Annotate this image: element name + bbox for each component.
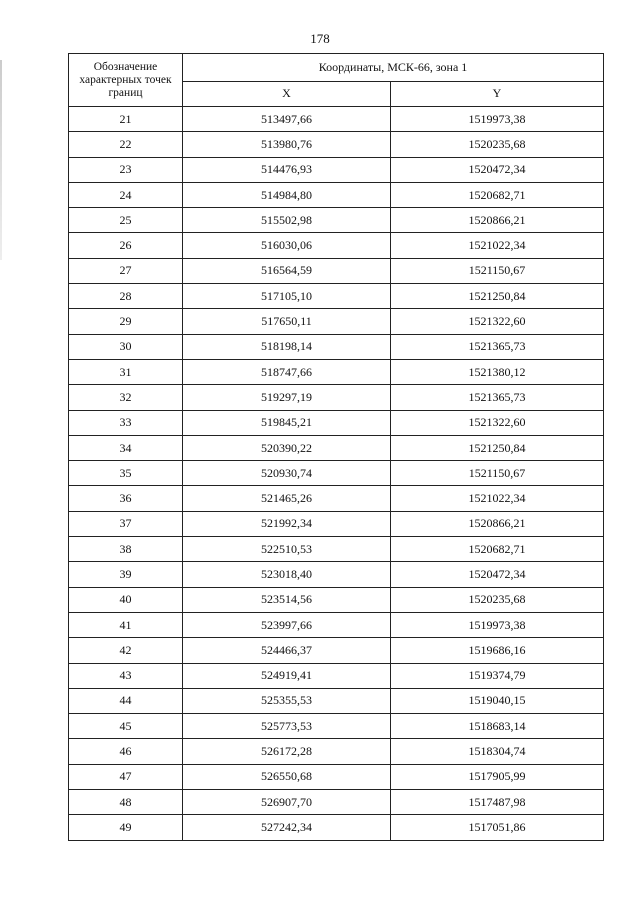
coordinates-table xyxy=(68,53,604,841)
cell-y: 1520235,68 xyxy=(391,132,604,157)
table-row xyxy=(69,157,604,182)
cell-x: 523018,40 xyxy=(183,562,391,587)
page-number: 178 xyxy=(310,31,330,46)
cell-x: 518747,66 xyxy=(183,359,391,384)
cell-x: 516564,59 xyxy=(183,258,391,283)
table-row xyxy=(69,284,604,309)
cell-x: 522510,53 xyxy=(183,537,391,562)
cell-id: 27 xyxy=(69,258,183,283)
cell-x: 520390,22 xyxy=(183,435,391,460)
cell-id: 49 xyxy=(69,815,183,840)
cell-y: 1517905,99 xyxy=(391,764,604,789)
header-designation: Обозначение характерных точек границ xyxy=(69,54,183,107)
table-row xyxy=(69,435,604,460)
cell-id: 28 xyxy=(69,284,183,309)
cell-y: 1517487,98 xyxy=(391,790,604,815)
cell-y: 1521322,60 xyxy=(391,309,604,334)
table-row xyxy=(69,233,604,258)
table-row xyxy=(69,486,604,511)
cell-id: 33 xyxy=(69,410,183,435)
cell-id: 29 xyxy=(69,309,183,334)
cell-y: 1521022,34 xyxy=(391,486,604,511)
cell-y: 1521365,73 xyxy=(391,385,604,410)
cell-x: 526550,68 xyxy=(183,764,391,789)
cell-id: 31 xyxy=(69,359,183,384)
cell-y: 1519973,38 xyxy=(391,612,604,637)
table-row xyxy=(69,107,604,132)
cell-x: 517105,10 xyxy=(183,284,391,309)
cell-id: 30 xyxy=(69,334,183,359)
cell-x: 527242,34 xyxy=(183,815,391,840)
cell-y: 1521322,60 xyxy=(391,410,604,435)
table-row xyxy=(69,587,604,612)
table-row xyxy=(69,258,604,283)
cell-y: 1520682,71 xyxy=(391,537,604,562)
table-body xyxy=(69,107,604,841)
cell-id: 34 xyxy=(69,435,183,460)
table-row xyxy=(69,815,604,840)
cell-id: 47 xyxy=(69,764,183,789)
cell-id: 23 xyxy=(69,157,183,182)
cell-id: 21 xyxy=(69,107,183,132)
table-row xyxy=(69,612,604,637)
cell-y: 1520472,34 xyxy=(391,562,604,587)
cell-y: 1519973,38 xyxy=(391,107,604,132)
cell-x: 513980,76 xyxy=(183,132,391,157)
table-row xyxy=(69,410,604,435)
header-x: X xyxy=(183,81,391,106)
table-row xyxy=(69,714,604,739)
table-row xyxy=(69,182,604,207)
cell-y: 1520235,68 xyxy=(391,587,604,612)
cell-id: 45 xyxy=(69,714,183,739)
cell-id: 42 xyxy=(69,638,183,663)
cell-x: 515502,98 xyxy=(183,208,391,233)
table-row xyxy=(69,309,604,334)
header-coordinates: Координаты, МСК-66, зона 1 xyxy=(183,54,604,82)
cell-x: 526172,28 xyxy=(183,739,391,764)
cell-id: 24 xyxy=(69,182,183,207)
cell-id: 44 xyxy=(69,688,183,713)
cell-x: 525355,53 xyxy=(183,688,391,713)
table-row xyxy=(69,663,604,688)
cell-x: 524466,37 xyxy=(183,638,391,663)
cell-id: 32 xyxy=(69,385,183,410)
cell-id: 26 xyxy=(69,233,183,258)
cell-y: 1519374,79 xyxy=(391,663,604,688)
cell-y: 1521365,73 xyxy=(391,334,604,359)
cell-id: 46 xyxy=(69,739,183,764)
table-row xyxy=(69,132,604,157)
cell-y: 1521250,84 xyxy=(391,435,604,460)
cell-y: 1520866,21 xyxy=(391,511,604,536)
cell-y: 1521150,67 xyxy=(391,258,604,283)
cell-y: 1520472,34 xyxy=(391,157,604,182)
cell-x: 514476,93 xyxy=(183,157,391,182)
cell-id: 25 xyxy=(69,208,183,233)
cell-y: 1521150,67 xyxy=(391,461,604,486)
cell-id: 48 xyxy=(69,790,183,815)
cell-id: 41 xyxy=(69,612,183,637)
cell-x: 517650,11 xyxy=(183,309,391,334)
table-row xyxy=(69,764,604,789)
cell-id: 36 xyxy=(69,486,183,511)
table-row xyxy=(69,537,604,562)
cell-y: 1521250,84 xyxy=(391,284,604,309)
cell-id: 37 xyxy=(69,511,183,536)
cell-id: 43 xyxy=(69,663,183,688)
cell-y: 1520682,71 xyxy=(391,182,604,207)
cell-x: 524919,41 xyxy=(183,663,391,688)
cell-x: 516030,06 xyxy=(183,233,391,258)
cell-id: 40 xyxy=(69,587,183,612)
cell-y: 1519686,16 xyxy=(391,638,604,663)
table-row xyxy=(69,638,604,663)
cell-id: 35 xyxy=(69,461,183,486)
cell-id: 39 xyxy=(69,562,183,587)
cell-y: 1521380,12 xyxy=(391,359,604,384)
cell-y: 1518304,74 xyxy=(391,739,604,764)
cell-id: 22 xyxy=(69,132,183,157)
table-row xyxy=(69,511,604,536)
cell-x: 521465,26 xyxy=(183,486,391,511)
table-row xyxy=(69,385,604,410)
table-row xyxy=(69,562,604,587)
cell-x: 518198,14 xyxy=(183,334,391,359)
table-row xyxy=(69,739,604,764)
cell-x: 521992,34 xyxy=(183,511,391,536)
cell-y: 1521022,34 xyxy=(391,233,604,258)
table-row xyxy=(69,208,604,233)
table-row xyxy=(69,461,604,486)
cell-y: 1519040,15 xyxy=(391,688,604,713)
cell-x: 523514,56 xyxy=(183,587,391,612)
cell-y: 1520866,21 xyxy=(391,208,604,233)
table-row xyxy=(69,790,604,815)
cell-y: 1517051,86 xyxy=(391,815,604,840)
header-y: Y xyxy=(391,81,604,106)
cell-x: 520930,74 xyxy=(183,461,391,486)
cell-x: 526907,70 xyxy=(183,790,391,815)
cell-y: 1518683,14 xyxy=(391,714,604,739)
cell-x: 519297,19 xyxy=(183,385,391,410)
table-row xyxy=(69,359,604,384)
table-row xyxy=(69,334,604,359)
scan-edge-shadow xyxy=(0,60,2,260)
cell-x: 519845,21 xyxy=(183,410,391,435)
table-row xyxy=(69,688,604,713)
cell-x: 513497,66 xyxy=(183,107,391,132)
cell-x: 523997,66 xyxy=(183,612,391,637)
cell-id: 38 xyxy=(69,537,183,562)
cell-x: 514984,80 xyxy=(183,182,391,207)
cell-x: 525773,53 xyxy=(183,714,391,739)
